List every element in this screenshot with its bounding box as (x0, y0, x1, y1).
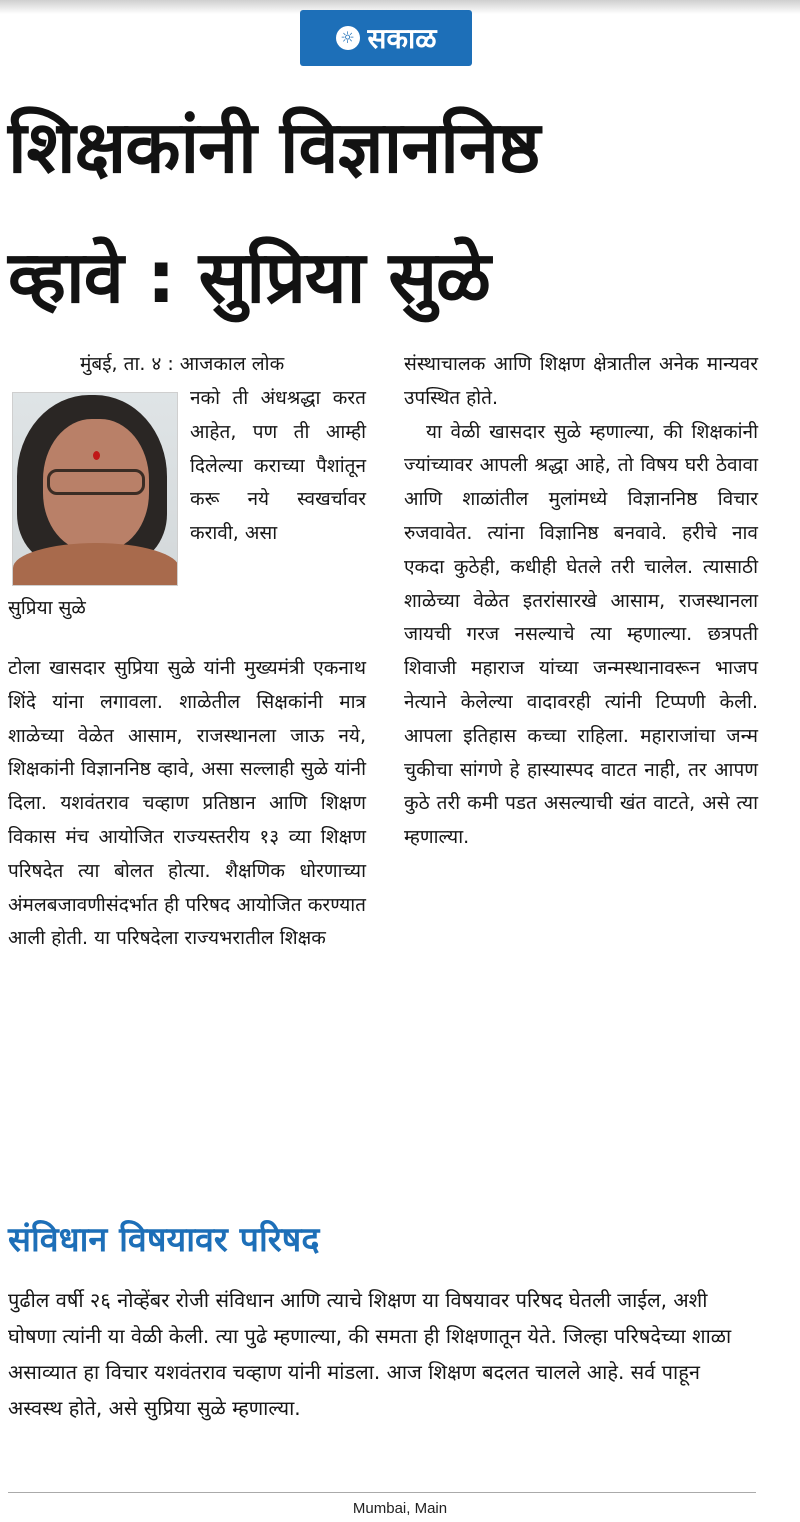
logo-text: सकाळ (367, 22, 437, 55)
photo-glasses (47, 469, 145, 495)
intro-first-line: मुंबई, ता. ४ : आजकाल लोक (80, 353, 285, 375)
final-paragraph: पुढील वर्षी २६ नोव्हेंबर रोजी संविधान आणि त्याचे शिक्षण या विषयावर परिषद घेतली जाईल, अशी घोषणा त्यांनी या वेळी केली. त्या पुढे म्हणाल्या, की समता ही शिक्षणातून येते. जिल्हा परिषदेच्या शाळा असाव्यात हा विचार यशवंतराव चव्हाण यांनी मांडला. आज शिक्षण बदलत चालले आहे. सर्व पाहून अस्वस्थ होते, असे सुप्रिया सुळे म्हणाल्या. (8, 1288, 732, 1420)
headline-line-1: शिक्षकांनी विज्ञाननिष्ठ (8, 105, 540, 189)
masthead-logo (300, 10, 472, 66)
column-2-para-1: संस्थाचालक आणि शिक्षण क्षेत्रातील अनेक मान्यवर उपस्थित होते. (404, 353, 758, 409)
lamp-emblem-icon: ☼ (336, 26, 360, 50)
author-photo (12, 392, 178, 586)
photo-sari (13, 543, 178, 586)
section-subheading: संविधान विषयावर परिषद (8, 1220, 320, 1260)
column-2 (404, 348, 758, 855)
photo-bindi (93, 451, 100, 460)
photo-caption: सुप्रिया सुळे (8, 597, 86, 619)
column-1-text: टोला खासदार सुप्रिया सुळे यांनी मुख्यमंत्री एकनाथ शिंदे यांना लगावला. शाळेतील सिक्षकांनी मात्र शाळेच्या वेळेत आसाम, राजस्थानला जाऊ नये, शिक्षकांनी विज्ञाननिष्ठ व्हावे, असा सल्लाही सुळे यांनी दिला. यशवंतराव चव्हाण प्रतिष्ठान आणि शिक्षण विकास मंच आयोजित राज्यस्तरीय १३ व्या शिक्षण परिषदेत त्या बोलत होत्या. शैक्षणिक धोरणाच्या अंमलबजावणीसंदर्भात ही परिषद आयोजित करण्यात आली होती. या परिषदेला राज्यभरातील शिक्षक (8, 657, 366, 950)
headline-line-2: व्हावे : सुप्रिया सुळे (8, 235, 490, 319)
footer-divider (8, 1492, 756, 1493)
intro-wrapped-text: नको ती अंधश्रद्धा करत आहेत, पण ती आम्ही दिलेल्या कराच्या पैशांतून करू नये स्वखर्चावर करावी, असा (190, 387, 366, 545)
edition-label: Mumbai, Main (352, 1500, 448, 1517)
column-2-para-2: या वेळी खासदार सुळे म्हणाल्या, की शिक्षकांनी ज्यांच्यावर आपली श्रद्धा आहे, तो विषय घरी ठेवावा आणि शाळांतील मुलांमध्ये विज्ञाननिष्ठ विचार रुजवावेत. त्यांना विज्ञानिष्ठ बनवावे. हरीचे नाव एकदा कुठेही, कधीही घेतले तरी चालेल. त्यासाठी शाळेच्या वेळेत इतरांसारखे आसाम, राजस्थानला जायची गरज नसल्याचे त्या म्हणाल्या. छत्रपती शिवाजी महाराज यांच्या जन्मस्थानावरून भाजप नेत्याने केलेल्या वादावरही त्यांनी टिप्पणी केली. आपला इतिहास कच्चा राहिला. महाराजांचा जन्म चुकीचा सांगणे हे हास्यास्पद वाटत नाही, तर आपण कुठे तरी कमी पडत असल्याची खंत वाटते, असे त्या म्हणाल्या. (404, 420, 758, 849)
article-headline (8, 82, 788, 342)
